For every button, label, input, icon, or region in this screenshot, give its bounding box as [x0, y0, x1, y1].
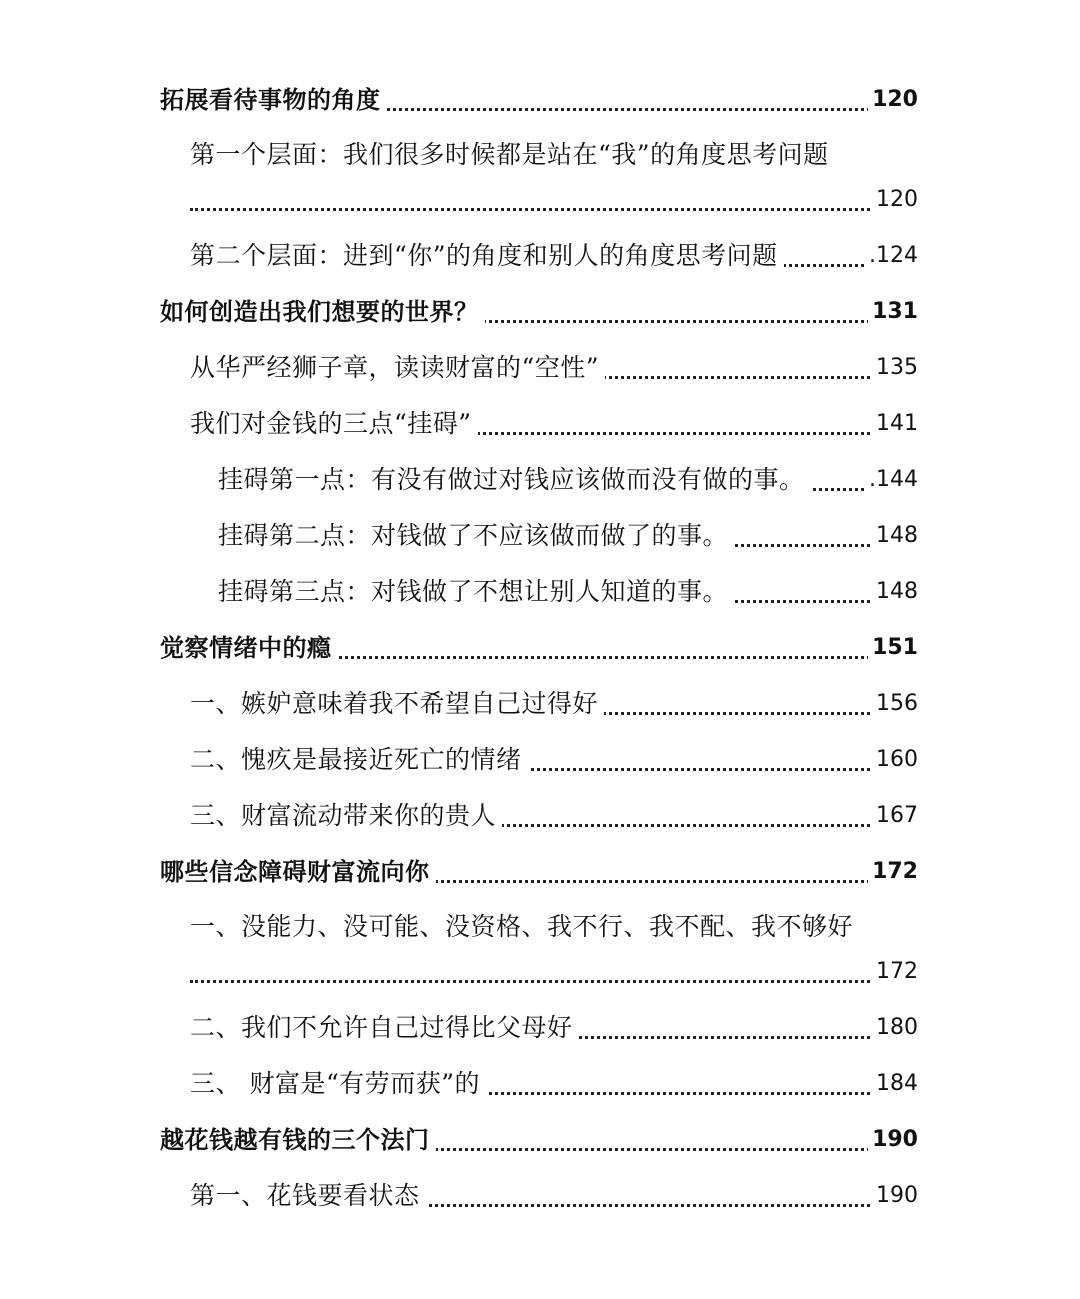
toc-entry: [160, 850, 918, 890]
toc-entry-title: 觉察情绪中的瘾: [160, 633, 338, 663]
toc-entry-title: 一、嫉妒意味着我不希望自己过得好: [190, 689, 604, 719]
toc-entry: [190, 950, 918, 990]
dot-leader: [190, 980, 918, 983]
toc-entry-page: 160: [872, 745, 918, 775]
toc-entry-title: 挂碍第三点：对钱做了不想让别人知道的事。: [218, 577, 734, 607]
toc-entry-page: 156: [872, 689, 918, 719]
toc-entry-title: 三、财富流动带来你的贵人: [190, 801, 502, 831]
toc-entry-title: 从华严经狮子章，读读财富的“空性”: [190, 353, 605, 383]
toc-entry-page: 148: [872, 521, 918, 551]
toc-entry: [160, 1118, 918, 1158]
toc-entry-title: 三、 财富是“有劳而获”的: [190, 1069, 486, 1099]
toc-entry-title-line: [190, 905, 918, 945]
toc-entry: [190, 738, 918, 778]
toc-entry-title: 第一、花钱要看状态: [190, 1181, 426, 1211]
toc-entry: [190, 402, 918, 442]
toc-entry-page: 190: [872, 1181, 918, 1211]
toc-entry: [190, 682, 918, 722]
toc-entry: [190, 794, 918, 834]
toc-entry-title: 哪些信念障碍财富流向你: [160, 857, 436, 887]
toc-entry-page: 190: [868, 1125, 918, 1155]
toc-entry-title: 挂碍第二点：对钱做了不应该做而做了的事。: [218, 521, 734, 551]
toc-entry-page: 120: [868, 85, 918, 115]
toc-entry: [190, 1006, 918, 1046]
toc-entry: [218, 514, 918, 554]
toc-entry: [190, 1174, 918, 1214]
toc-entry-page: 131: [868, 297, 918, 327]
toc-entry-title: 第二个层面：进到“你”的角度和别人的角度思考问题: [190, 241, 784, 271]
toc-entry-page: 141: [872, 409, 918, 439]
toc-entry: [218, 458, 918, 498]
toc-entry-page: 184: [872, 1069, 918, 1099]
toc-entry-title: 我们对金钱的三点“挂碍”: [190, 409, 478, 439]
toc-entry: [190, 346, 918, 386]
toc-entry-page: 120: [872, 185, 918, 215]
toc-entry: [218, 570, 918, 610]
toc-entry-title: 二、愧疚是最接近死亡的情绪: [190, 745, 528, 775]
toc-entry-page: 172: [872, 957, 918, 987]
toc-entry-title: 第一个层面：我们很多时候都是站在“我”的角度思考问题: [190, 140, 829, 169]
toc-entry-page: 148: [872, 577, 918, 607]
toc-entry-title: 一、没能力、没可能、没资格、我不行、我不配、我不够好: [190, 912, 854, 941]
toc-entry-page: 180: [872, 1013, 918, 1043]
toc-entry-title: 二、我们不允许自己过得比父母好: [190, 1013, 579, 1043]
toc-entry: [160, 78, 918, 118]
toc-entry-title: 越花钱越有钱的三个法门: [160, 1125, 436, 1155]
toc-entry: [190, 178, 918, 218]
dot-leader: [190, 208, 918, 211]
toc-entry: [160, 290, 918, 330]
toc-entry-page: 167: [872, 801, 918, 831]
toc-entry-title: 拓展看待事物的角度: [160, 85, 387, 115]
toc-entry-page: 172: [868, 857, 918, 887]
toc-entry: [160, 626, 918, 666]
toc-entry-title: 如何创造出我们想要的世界？: [160, 297, 485, 327]
toc-entry-page: .144: [865, 465, 918, 495]
toc-entry-page: 151: [868, 633, 918, 663]
toc-entry: [190, 1062, 918, 1102]
toc-entry-title-line: [190, 133, 918, 173]
toc-entry-page: .124: [865, 241, 918, 271]
toc-entry-page: 135: [872, 353, 918, 383]
toc-entry-title: 挂碍第一点：有没有做过对钱应该做而没有做的事。: [218, 465, 811, 495]
toc-entry: [190, 234, 918, 274]
